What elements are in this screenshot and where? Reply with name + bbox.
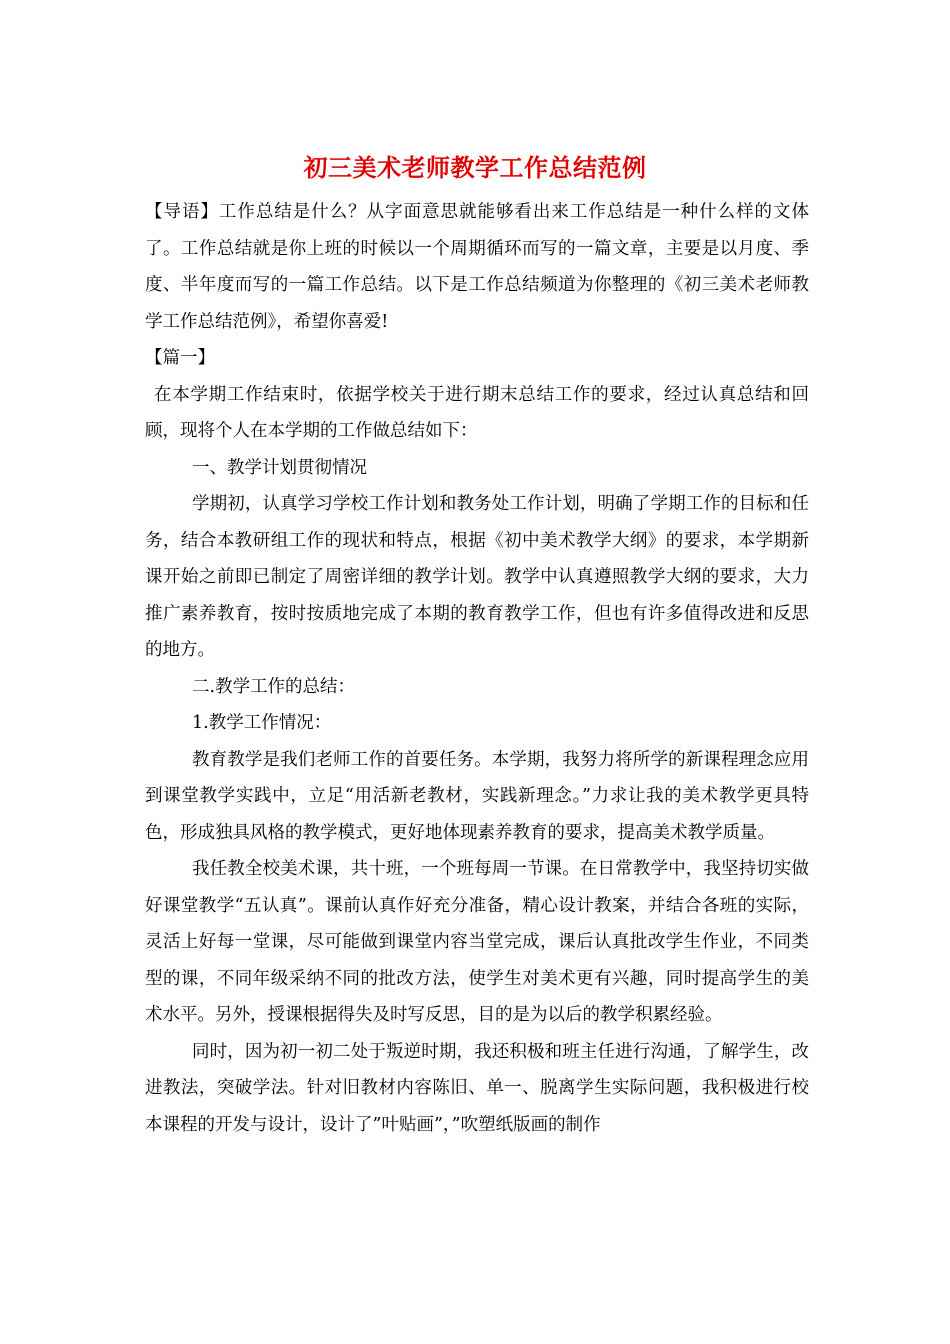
document-body (145, 194, 809, 1143)
paragraph-communication: 同时，因为初一初二处于叛逆时期，我还积极和班主任进行沟通，了解学生，改进教法，突破学法。针对旧教材内容陈旧、单一、脱离学生实际问题，我积极进行校本课程的开发与设计，设计了”叶贴画”，”吹塑纸版画的制作 (145, 1041, 809, 1135)
paragraph-teaching: 教育教学是我们老师工作的首要任务。本学期，我努力将所学的新课程理念应用到课堂教学实践中，立足“用活新老教材，实践新理念。”力求让我的美术教学更具特色，形成独具风格的教学模式，更好地体现素养教育的要求，提高美术教学质量。 (145, 749, 809, 843)
heading-teaching: 1.教学工作情况： (192, 713, 332, 733)
section-label: 【篇一】 (145, 348, 215, 368)
heading-summary: 二.教学工作的总结： (192, 676, 356, 697)
paragraph-plan: 学期初，认真学习学校工作计划和教务处工作计划，明确了学期工作的目标和任务，结合本教研组工作的现状和特点，根据《初中美术教学大纲》的要求，本学期新课开始之前即已制定了周密详细的教学计划。教学中认真遵照教学大纲的要求，大力推广素养教育，按时按质地完成了本期的教育教学工作，但也有许多值得改进和反思的地方。 (145, 494, 809, 660)
paragraph-intro: 【导语】工作总结是什么？从字面意思就能够看出来工作总结是一种什么样的文体了。工作总结就是你上班的时候以一个周期循环而写的一篇文章，主要是以月度、季度、半年度而写的一篇工作总结。以下是工作总结频道为你整理的《初三美术老师教学工作总结范例》，希望你喜爱! (145, 202, 809, 332)
paragraph-classes: 我任教全校美术课，共十班，一个班每周一节课。在日常教学中，我坚持切实做好课堂教学“五认真”。课前认真作好充分准备，精心设计教案，并结合各班的实际，灵活上好每一堂课，尽可能做到课堂内容当堂完成，课后认真批改学生作业，不同类型的课，不同年级采纳不同的批改方法，使学生对美术更有兴趣，同时提高学生的美术水平。另外，授课根据得失及时写反思，目的是为以后的教学积累经验。 (145, 859, 809, 1025)
heading-plan: 一、教学计划贯彻情况 (192, 457, 367, 478)
document-title: 初三美术老师教学工作总结范例 (303, 154, 647, 182)
paragraph-opening: 在本学期工作结束时，依据学校关于进行期末总结工作的要求，经过认真总结和回顾，现将个人在本学期的工作做总结如下： (145, 384, 809, 441)
